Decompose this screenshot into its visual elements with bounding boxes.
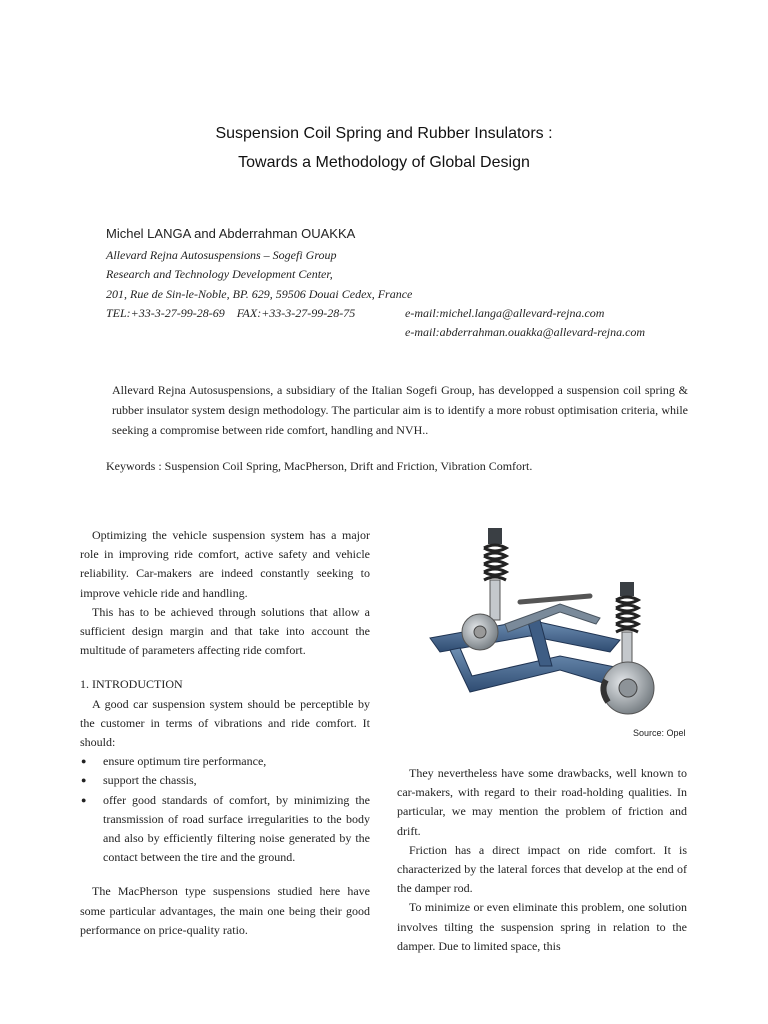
section-heading-introduction: 1. INTRODUCTION [80, 677, 183, 692]
authors: Michel LANGA and Abderrahman OUAKKA [106, 226, 356, 241]
friction-paragraph: Friction has a direct impact on ride comfort. It is characterized by the lateral forces that develop at the end of the damper rod. [397, 842, 687, 896]
right-strut [616, 582, 638, 666]
email-1: e-mail:michel.langa@allevard-rejna.com [405, 306, 605, 320]
affiliation-center: Research and Technology Development Center, [106, 267, 333, 281]
requirements-list [80, 752, 370, 867]
email-2: e-mail:abderrahman.ouakka@allevard-rejna.com [405, 325, 646, 339]
intro-paragraph-2: This has to be achieved through solutions that allow a sufficient design margin and that take into account the multitude of parameters affecting ride comfort. [80, 604, 370, 658]
macpherson-paragraph: The MacPherson type suspensions studied here have some particular advantages, the main one being their good performance on price-quality ratio. [80, 884, 370, 937]
solution-paragraph: To minimize or even eliminate this problem, one solution involves tilting the suspension spring in relation to the damper. Due to limited space, this [397, 900, 687, 953]
right-brake-disc [602, 662, 654, 714]
steering-rack [520, 596, 590, 602]
subframe [430, 604, 630, 692]
abstract: Allevard Rejna Autosuspensions, a subsidiary of the Italian Sogefi Group, has developped a suspension coil spring & rubber insulator system design methodology. The particular aim is to identify a more robust optimisation criteria, while seeking a compromise between ride comfort, handling and NVH.. [112, 383, 688, 437]
intro-paragraph-1: Optimizing the vehicle suspension system has a major role in improving ride comfort, active safety and vehicle reliability. Car-makers are indeed constantly seeking to improve vehicle ride and handling. [80, 528, 370, 600]
list-item: ● offer good standards of comfort, by minimizing the transmission of road surface irregularities to the body and also by efficiently filtering noise generated by the contact between the tire and the ground. [92, 791, 370, 868]
affiliation-phone-fax: TEL:+33-3-27-99-28-69 FAX:+33-3-27-99-28-75 [106, 306, 356, 320]
paper-title-line-2: Towards a Methodology of Global Design [238, 154, 530, 171]
drawbacks-paragraph: They nevertheless have some drawbacks, well known to car-makers, with regard to their road-holding qualities. In particular, we may mention the problem of friction and drift. [397, 766, 687, 838]
figure-source: Source: Opel [633, 728, 686, 738]
list-item: ● support the chassis, [92, 771, 370, 790]
left-strut [484, 528, 506, 620]
paper-title-line-1: Suspension Coil Spring and Rubber Insulators : [215, 125, 553, 142]
affiliation-company: Allevard Rejna Autosuspensions – Sogefi Group [106, 248, 337, 262]
right-column [397, 764, 687, 956]
list-item: ● ensure optimum tire performance, [92, 752, 370, 771]
introduction-paragraph: A good car suspension system should be perceptible by the customer in terms of vibrations and ride comfort. It should: [80, 696, 370, 750]
keywords: Keywords : Suspension Coil Spring, MacPherson, Drift and Friction, Vibration Comfort. [106, 459, 533, 473]
affiliation-address: 201, Rue de Sin-le-Noble, BP. 629, 59506 Douai Cedex, France [106, 287, 413, 301]
suspension-illustration [410, 520, 690, 720]
left-column [80, 526, 370, 940]
left-hub [462, 614, 498, 650]
